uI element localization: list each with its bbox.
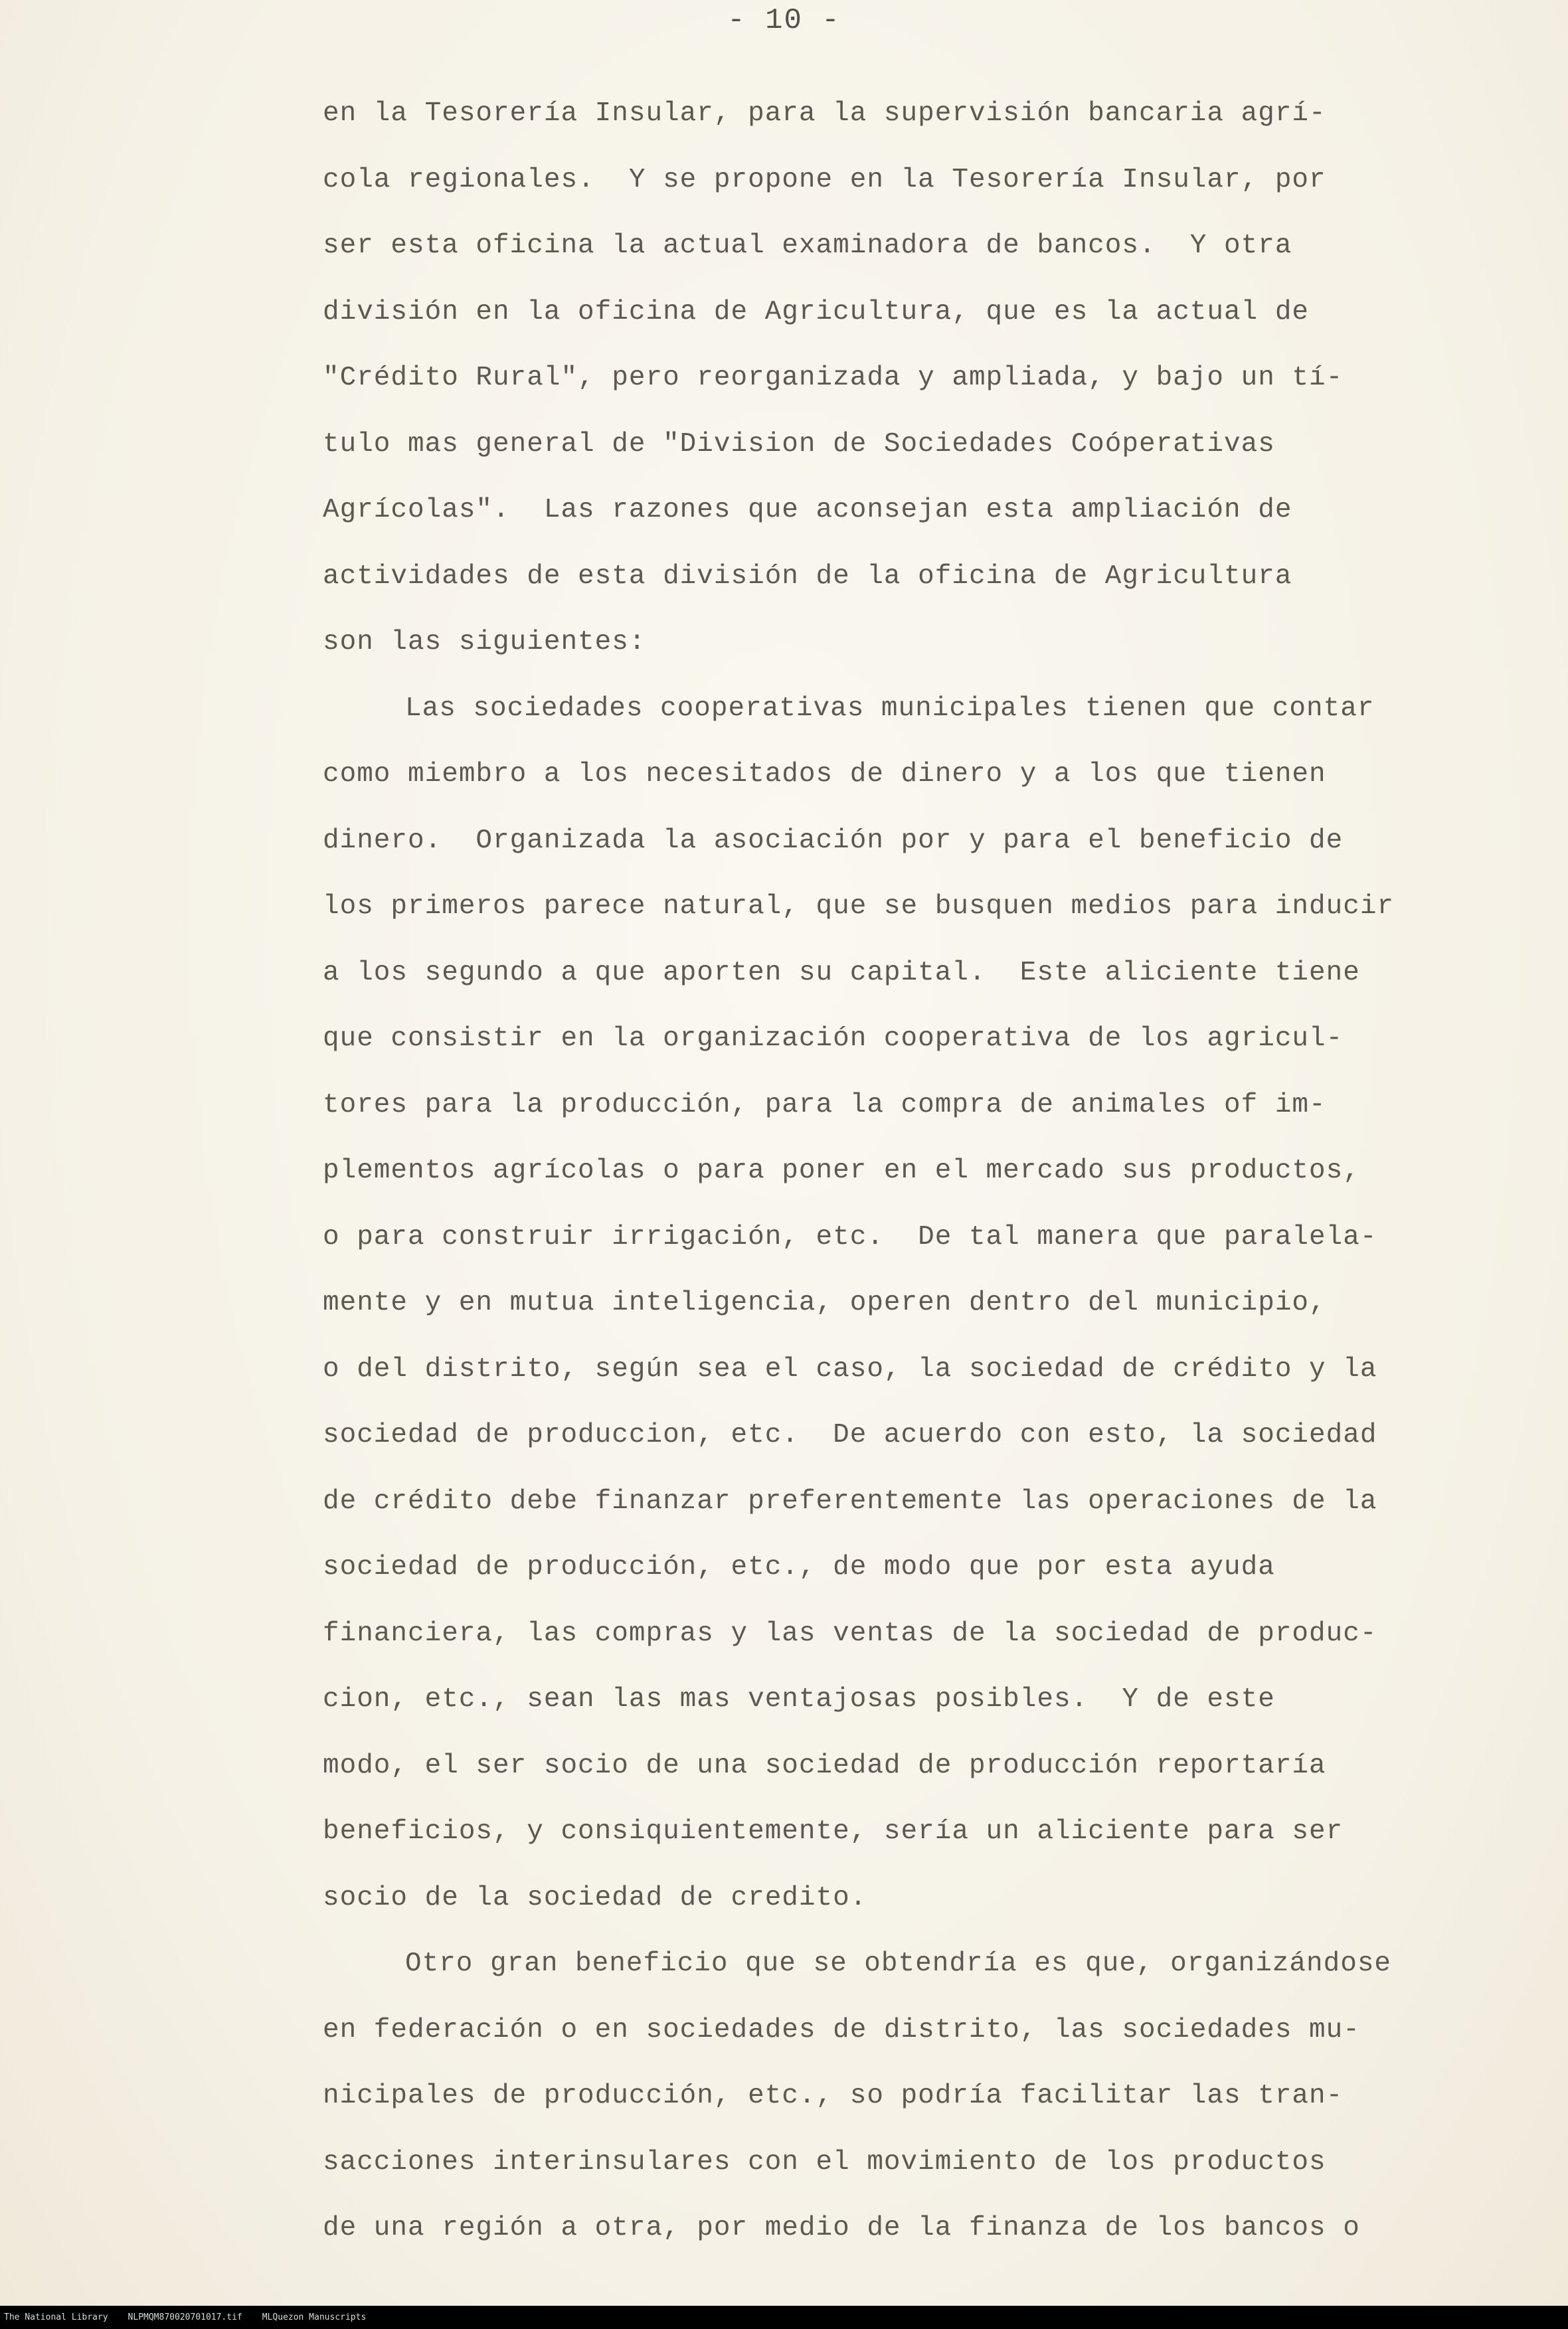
text-line: como miembro a los necesitados de dinero y a los que tienen	[323, 759, 1326, 790]
text-line: "Crédito Rural", pero reorganizada y ampliada, y bajo un tí-	[323, 363, 1344, 393]
text-line: nicipales de producción, etc., so podría facilitar las tran-	[323, 2081, 1344, 2111]
text-line: tulo mas general de "Division de Sociedades Coóperativas	[323, 428, 1275, 460]
text-line: de una región a otra, por medio de la finanza de los bancos o	[323, 2213, 1360, 2243]
text-line: financiera, las compras y las ventas de la sociedad de produc-	[323, 1618, 1377, 1649]
text-line: plementos agrícolas o para poner en el mercado sus productos,	[323, 1156, 1360, 1186]
text-line: son las siguientes:	[323, 627, 646, 657]
text-line: mente y en mutua inteligencia, operen dentro del municipio,	[323, 1288, 1326, 1318]
text-line: en federación o en sociedades de distrito, las sociedades mu-	[323, 2014, 1360, 2045]
paragraph-start-line: Las sociedades cooperativas municipales tienen que contar	[405, 693, 1375, 724]
body-text	[323, 81, 1412, 2262]
text-line: a los segundo a que aporten su capital. Este aliciente tiene	[323, 957, 1360, 988]
text-line: beneficios, y consiquientemente, sería un aliciente para ser	[323, 1816, 1344, 1847]
text-line: socio de la sociedad de credito.	[323, 1882, 867, 1913]
text-line: ser esta oficina la actual examinadora de bancos. Y otra	[323, 230, 1292, 261]
text-line: tores para la producción, para la compra de animales of im-	[323, 1089, 1326, 1120]
text-line: actividades de esta división de la oficina de Agricultura	[323, 561, 1292, 592]
text-line: o para construir irrigación, etc. De tal manera que paralela-	[323, 1221, 1377, 1252]
text-line: dinero. Organizada la asociación por y para el beneficio de	[323, 825, 1344, 856]
footer-file: NLPMQM870020701017.tif	[128, 2312, 242, 2322]
text-line: sacciones interinsulares con el movimiento de los productos	[323, 2146, 1326, 2178]
footer-collection: MLQuezon Manuscripts	[262, 2312, 367, 2322]
text-line: cion, etc., sean las mas ventajosas posibles. Y de este	[323, 1684, 1275, 1715]
text-line: sociedad de producción, etc., de modo que por esta ayuda	[323, 1552, 1275, 1583]
paragraph-start-line: Otro gran beneficio que se obtendría es que, organizándose	[405, 1948, 1392, 1979]
text-line: sociedad de produccion, etc. De acuerdo con esto, la sociedad	[323, 1420, 1377, 1450]
text-line: que consistir en la organización cooperativa de los agricul-	[323, 1023, 1344, 1054]
text-line: en la Tesorería Insular, para la supervisión bancaria agrí-	[323, 98, 1326, 129]
text-line: o del distrito, según sea el caso, la sociedad de crédito y la	[323, 1353, 1377, 1385]
text-line: modo, el ser socio de una sociedad de producción reportaría	[323, 1750, 1326, 1781]
scan-footer	[0, 2306, 1568, 2329]
page-number: - 10 -	[727, 4, 841, 37]
footer-library: The National Library	[4, 2312, 108, 2322]
text-line: Agrícolas". Las razones que aconsejan esta ampliación de	[323, 495, 1292, 525]
text-line: división en la oficina de Agricultura, que es la actual de	[323, 296, 1310, 327]
text-line: de crédito debe finanzar preferentemente las operaciones de la	[323, 1486, 1377, 1517]
text-line: cola regionales. Y se propone en la Tesorería Insular, por	[323, 164, 1326, 195]
text-line: los primeros parece natural, que se busquen medios para inducir	[323, 891, 1395, 922]
